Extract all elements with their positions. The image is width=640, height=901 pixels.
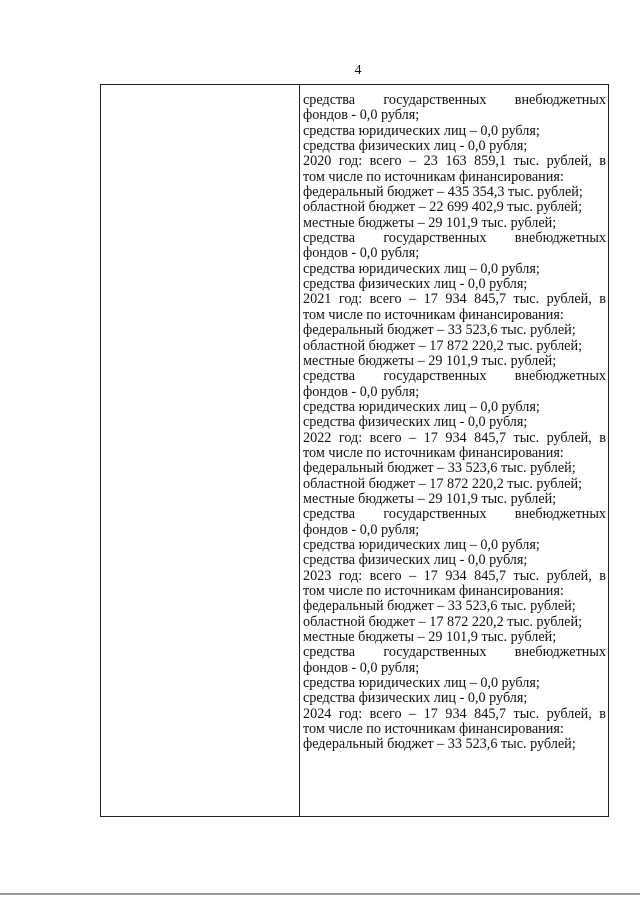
bottom-rule: [0, 893, 640, 895]
text-line: областной бюджет – 22 699 402,9 тыс. рублей;: [303, 200, 583, 216]
text-line: средства физических лиц - 0,0 рубля;: [303, 139, 528, 155]
text-line: средства юридических лиц – 0,0 рубля;: [303, 123, 540, 139]
text-line: средства государственных внебюджетных: [303, 507, 606, 523]
text-line: 2023 год: всего – 17 934 845,7 тыс. рублей, в: [303, 568, 606, 584]
text-line: средства физических лиц - 0,0 рубля;: [303, 691, 528, 707]
text-line: областной бюджет – 17 872 220,2 тыс. рублей;: [303, 476, 583, 492]
text-line: средства юридических лиц – 0,0 рубля;: [303, 676, 540, 692]
text-line: том числе по источникам финансирования:: [303, 445, 564, 461]
text-line: том числе по источникам финансирования:: [303, 722, 564, 738]
text-line: фондов - 0,0 рубля;: [303, 384, 420, 400]
text-line: федеральный бюджет – 33 523,6 тыс. рублей;: [303, 461, 576, 477]
text-line: местные бюджеты – 29 101,9 тыс. рублей;: [303, 491, 557, 507]
text-line: средства государственных внебюджетных: [303, 231, 606, 247]
text-line: фондов - 0,0 рубля;: [303, 660, 420, 676]
text-line: федеральный бюджет – 33 523,6 тыс. рублей;: [303, 737, 576, 753]
funding-table: [100, 84, 609, 817]
text-line: областной бюджет – 17 872 220,2 тыс. рублей;: [303, 338, 583, 354]
table-left-cell: [101, 85, 300, 816]
text-line: 2020 год: всего – 23 163 859,1 тыс. рублей, в: [303, 154, 606, 170]
text-line: местные бюджеты – 29 101,9 тыс. рублей;: [303, 353, 557, 369]
text-line: том числе по источникам финансирования:: [303, 169, 564, 185]
text-line: средства физических лиц - 0,0 рубля;: [303, 277, 528, 293]
text-line: средства юридических лиц – 0,0 рубля;: [303, 399, 540, 415]
text-line: 2021 год: всего – 17 934 845,7 тыс. рублей, в: [303, 292, 606, 308]
text-line: федеральный бюджет – 33 523,6 тыс. рублей;: [303, 323, 576, 339]
text-line: фондов - 0,0 рубля;: [303, 108, 420, 124]
text-line: средства физических лиц - 0,0 рубля;: [303, 553, 528, 569]
table-right-cell: [300, 85, 608, 816]
text-line: федеральный бюджет – 435 354,3 тыс. рублей;: [303, 185, 583, 201]
text-line: местные бюджеты – 29 101,9 тыс. рублей;: [303, 215, 557, 231]
text-line: фондов - 0,0 рубля;: [303, 246, 420, 262]
text-line: областной бюджет – 17 872 220,2 тыс. рублей;: [303, 614, 583, 630]
text-line: средства государственных внебюджетных: [303, 93, 606, 108]
text-line: местные бюджеты – 29 101,9 тыс. рублей;: [303, 630, 557, 646]
text-line: федеральный бюджет – 33 523,6 тыс. рублей;: [303, 599, 576, 615]
text-line: 2022 год: всего – 17 934 845,7 тыс. рублей, в: [303, 430, 606, 446]
text-line: средства физических лиц - 0,0 рубля;: [303, 415, 528, 431]
text-line: 2024 год: всего – 17 934 845,7 тыс. рублей, в: [303, 706, 606, 722]
text-line: том числе по источникам финансирования:: [303, 584, 564, 599]
text-line: средства юридических лиц – 0,0 рубля;: [303, 537, 540, 553]
text-line: том числе по источникам финансирования:: [303, 307, 564, 323]
page-number: 4: [354, 63, 362, 78]
text-line: средства юридических лиц – 0,0 рубля;: [303, 261, 540, 277]
text-line: средства государственных внебюджетных: [303, 369, 606, 385]
text-line: фондов - 0,0 рубля;: [303, 522, 420, 538]
text-line: средства государственных внебюджетных: [303, 645, 606, 661]
